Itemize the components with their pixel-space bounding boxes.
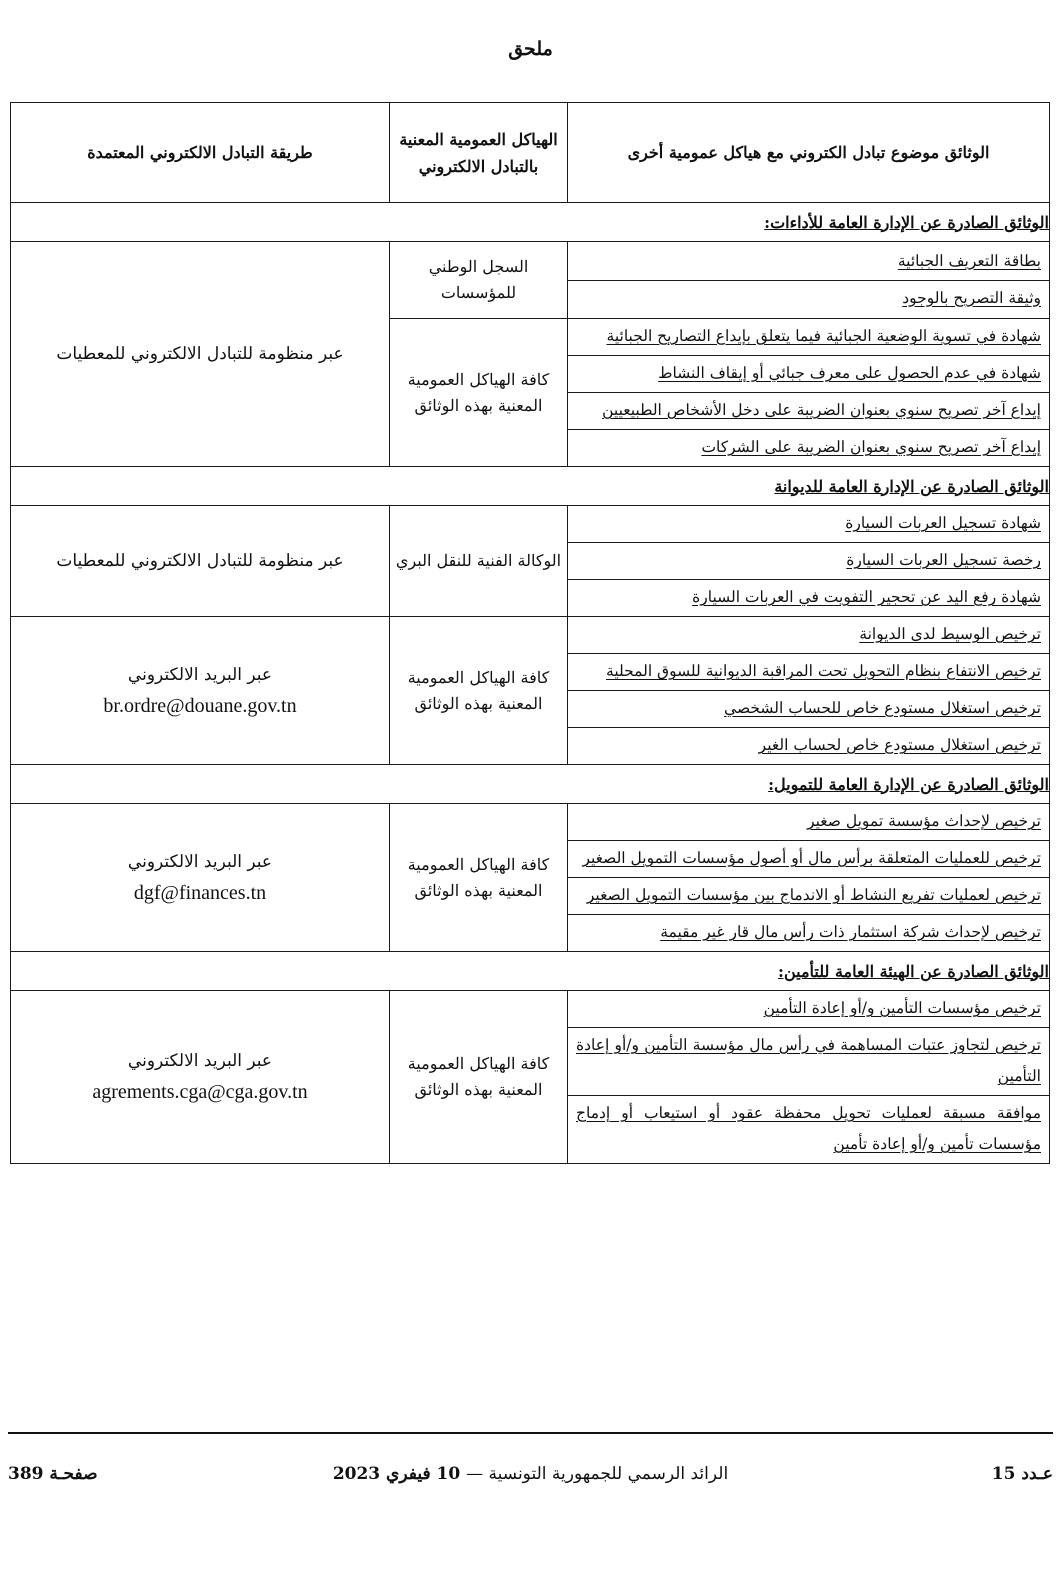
- docs-cell: [568, 804, 1050, 952]
- footer: [8, 1464, 1053, 1494]
- method-label: عبر البريد الالكتروني: [127, 1051, 273, 1071]
- structure-cell: الوكالة الفنية للنقل البري: [390, 506, 568, 617]
- document-item: ترخيص لإحداث شركة استثمار ذات رأس مال قار غير مقيمة: [660, 923, 1041, 941]
- method-cell: [11, 617, 390, 765]
- method-cell: [11, 991, 390, 1164]
- issue-date: 10 فيفري 2023: [332, 1464, 461, 1484]
- method-cell: عبر منظومة للتبادل الالكتروني للمعطيات: [11, 506, 390, 617]
- structure-cell: كافة الهياكل العمومية المعنية بهذه الوثائق: [390, 804, 568, 952]
- document-item: وثيقة التصريح بالوجود: [902, 288, 1041, 307]
- document-item: رخصة تسجيل العربات السيارة: [568, 543, 1049, 580]
- document-item: شهادة تسجيل العربات السيارة: [568, 506, 1049, 543]
- issue-number: عـدد 15: [991, 1464, 1053, 1484]
- structure-cell: كافة الهياكل العمومية المعنية بهذه الوثائق: [390, 617, 568, 765]
- document-item: إيداع آخر تصريح سنوي بعنوان الضريبة على دخل الأشخاص الطبيعيين: [568, 393, 1049, 430]
- document-item: بطاقة التعريف الجبائية: [568, 244, 1049, 281]
- method-label: عبر البريد الالكتروني: [127, 851, 273, 872]
- email-link[interactable]: agrements.cga@cga.gov.tn: [92, 1081, 308, 1103]
- document-item: ترخيص للعمليات المتعلقة برأس مال أو أصول مؤسسات التمويل الصغير: [568, 841, 1049, 878]
- document-item: ترخيص لإحداث مؤسسة تمويل صغير: [568, 804, 1049, 841]
- header-method: طريقة التبادل الالكتروني المعتمدة: [11, 103, 390, 203]
- document-item: ترخيص الانتفاع بنظام التحويل تحت المراقبة الديوانية للسوق المحلية: [568, 654, 1049, 691]
- journal-name: الرائد الرسمي للجمهورية التونسية —: [466, 1464, 729, 1484]
- document-item: ترخيص استغلال مستودع خاص لحساب الغير: [758, 736, 1041, 754]
- structure-cell: كافة الهياكل العمومية المعنية بهذه الوثائق: [390, 319, 568, 467]
- document-item: إيداع آخر تصريح سنوي بعنوان الضريبة على الشركات: [701, 438, 1041, 456]
- document-item: شهادة في عدم الحصول على معرف جبائي أو إيقاف النشاط: [568, 356, 1049, 393]
- document-item: موافقة مسبقة لعمليات تحويل محفظة عقود أو استيعاب أو إدماج مؤسسات تأمين و/أو إعادة تأمين: [576, 1104, 1041, 1153]
- header-row: [11, 103, 1050, 203]
- docs-cell: [568, 991, 1050, 1164]
- journal-line: [8, 1464, 1053, 1484]
- docs-cell: [568, 319, 1050, 467]
- email-link[interactable]: dgf@finances.tn: [133, 881, 267, 904]
- header-structures: الهياكل العمومية المعنية بالتبادل الالكتروني: [390, 103, 568, 203]
- section-title-customs: الوثائق الصادرة عن الإدارة العامة للديوانة: [11, 467, 1050, 506]
- structure-cell: السجل الوطني للمؤسسات: [390, 242, 568, 319]
- section-title-taxes: الوثائق الصادرة عن الإدارة العامة للأداءات:: [11, 203, 1050, 242]
- docs-cell: [568, 242, 1050, 319]
- header-documents: الوثائق موضوع تبادل الكتروني مع هياكل عمومية أخرى: [568, 103, 1050, 203]
- email-link[interactable]: br.ordre@douane.gov.tn: [103, 694, 297, 717]
- method-cell: [11, 804, 390, 952]
- footer-rule: [8, 1432, 1053, 1434]
- section-title-finance: الوثائق الصادرة عن الإدارة العامة للتمويل:: [11, 765, 1050, 804]
- document-item: ترخيص الوسيط لدى الديوانة: [568, 617, 1049, 654]
- annex-table: [10, 102, 1050, 1164]
- docs-cell: [568, 506, 1050, 617]
- page-title: ملحق: [508, 38, 553, 60]
- document-item: شهادة في تسوية الوضعية الجبائية فيما يتعلق بإيداع التصاريح الجبائية: [568, 319, 1049, 356]
- document-item: ترخيص لتجاوز عتبات المساهمة في رأس مال مؤسسة التأمين و/أو إعادة التأمين: [568, 1028, 1049, 1096]
- document-item: ترخيص لعمليات تفريع النشاط أو الاندماج بين مؤسسات التمويل الصغير: [568, 878, 1049, 915]
- method-label: عبر البريد الالكتروني: [127, 664, 273, 685]
- document-item: ترخيص استغلال مستودع خاص للحساب الشخصي: [568, 691, 1049, 728]
- section-title-insurance: الوثائق الصادرة عن الهيئة العامة للتأمين:: [11, 952, 1050, 991]
- document-item: شهادة رفع اليد عن تحجير التفويت في العربات السيارة: [692, 588, 1041, 606]
- docs-cell: [568, 617, 1050, 765]
- structure-cell: كافة الهياكل العمومية المعنية بهذه الوثائق: [390, 991, 568, 1164]
- method-cell: عبر منظومة للتبادل الالكتروني للمعطيات: [11, 242, 390, 467]
- page-number: صفحـة 389: [8, 1464, 98, 1484]
- document-item: ترخيص مؤسسات التأمين و/أو إعادة التأمين: [568, 991, 1049, 1028]
